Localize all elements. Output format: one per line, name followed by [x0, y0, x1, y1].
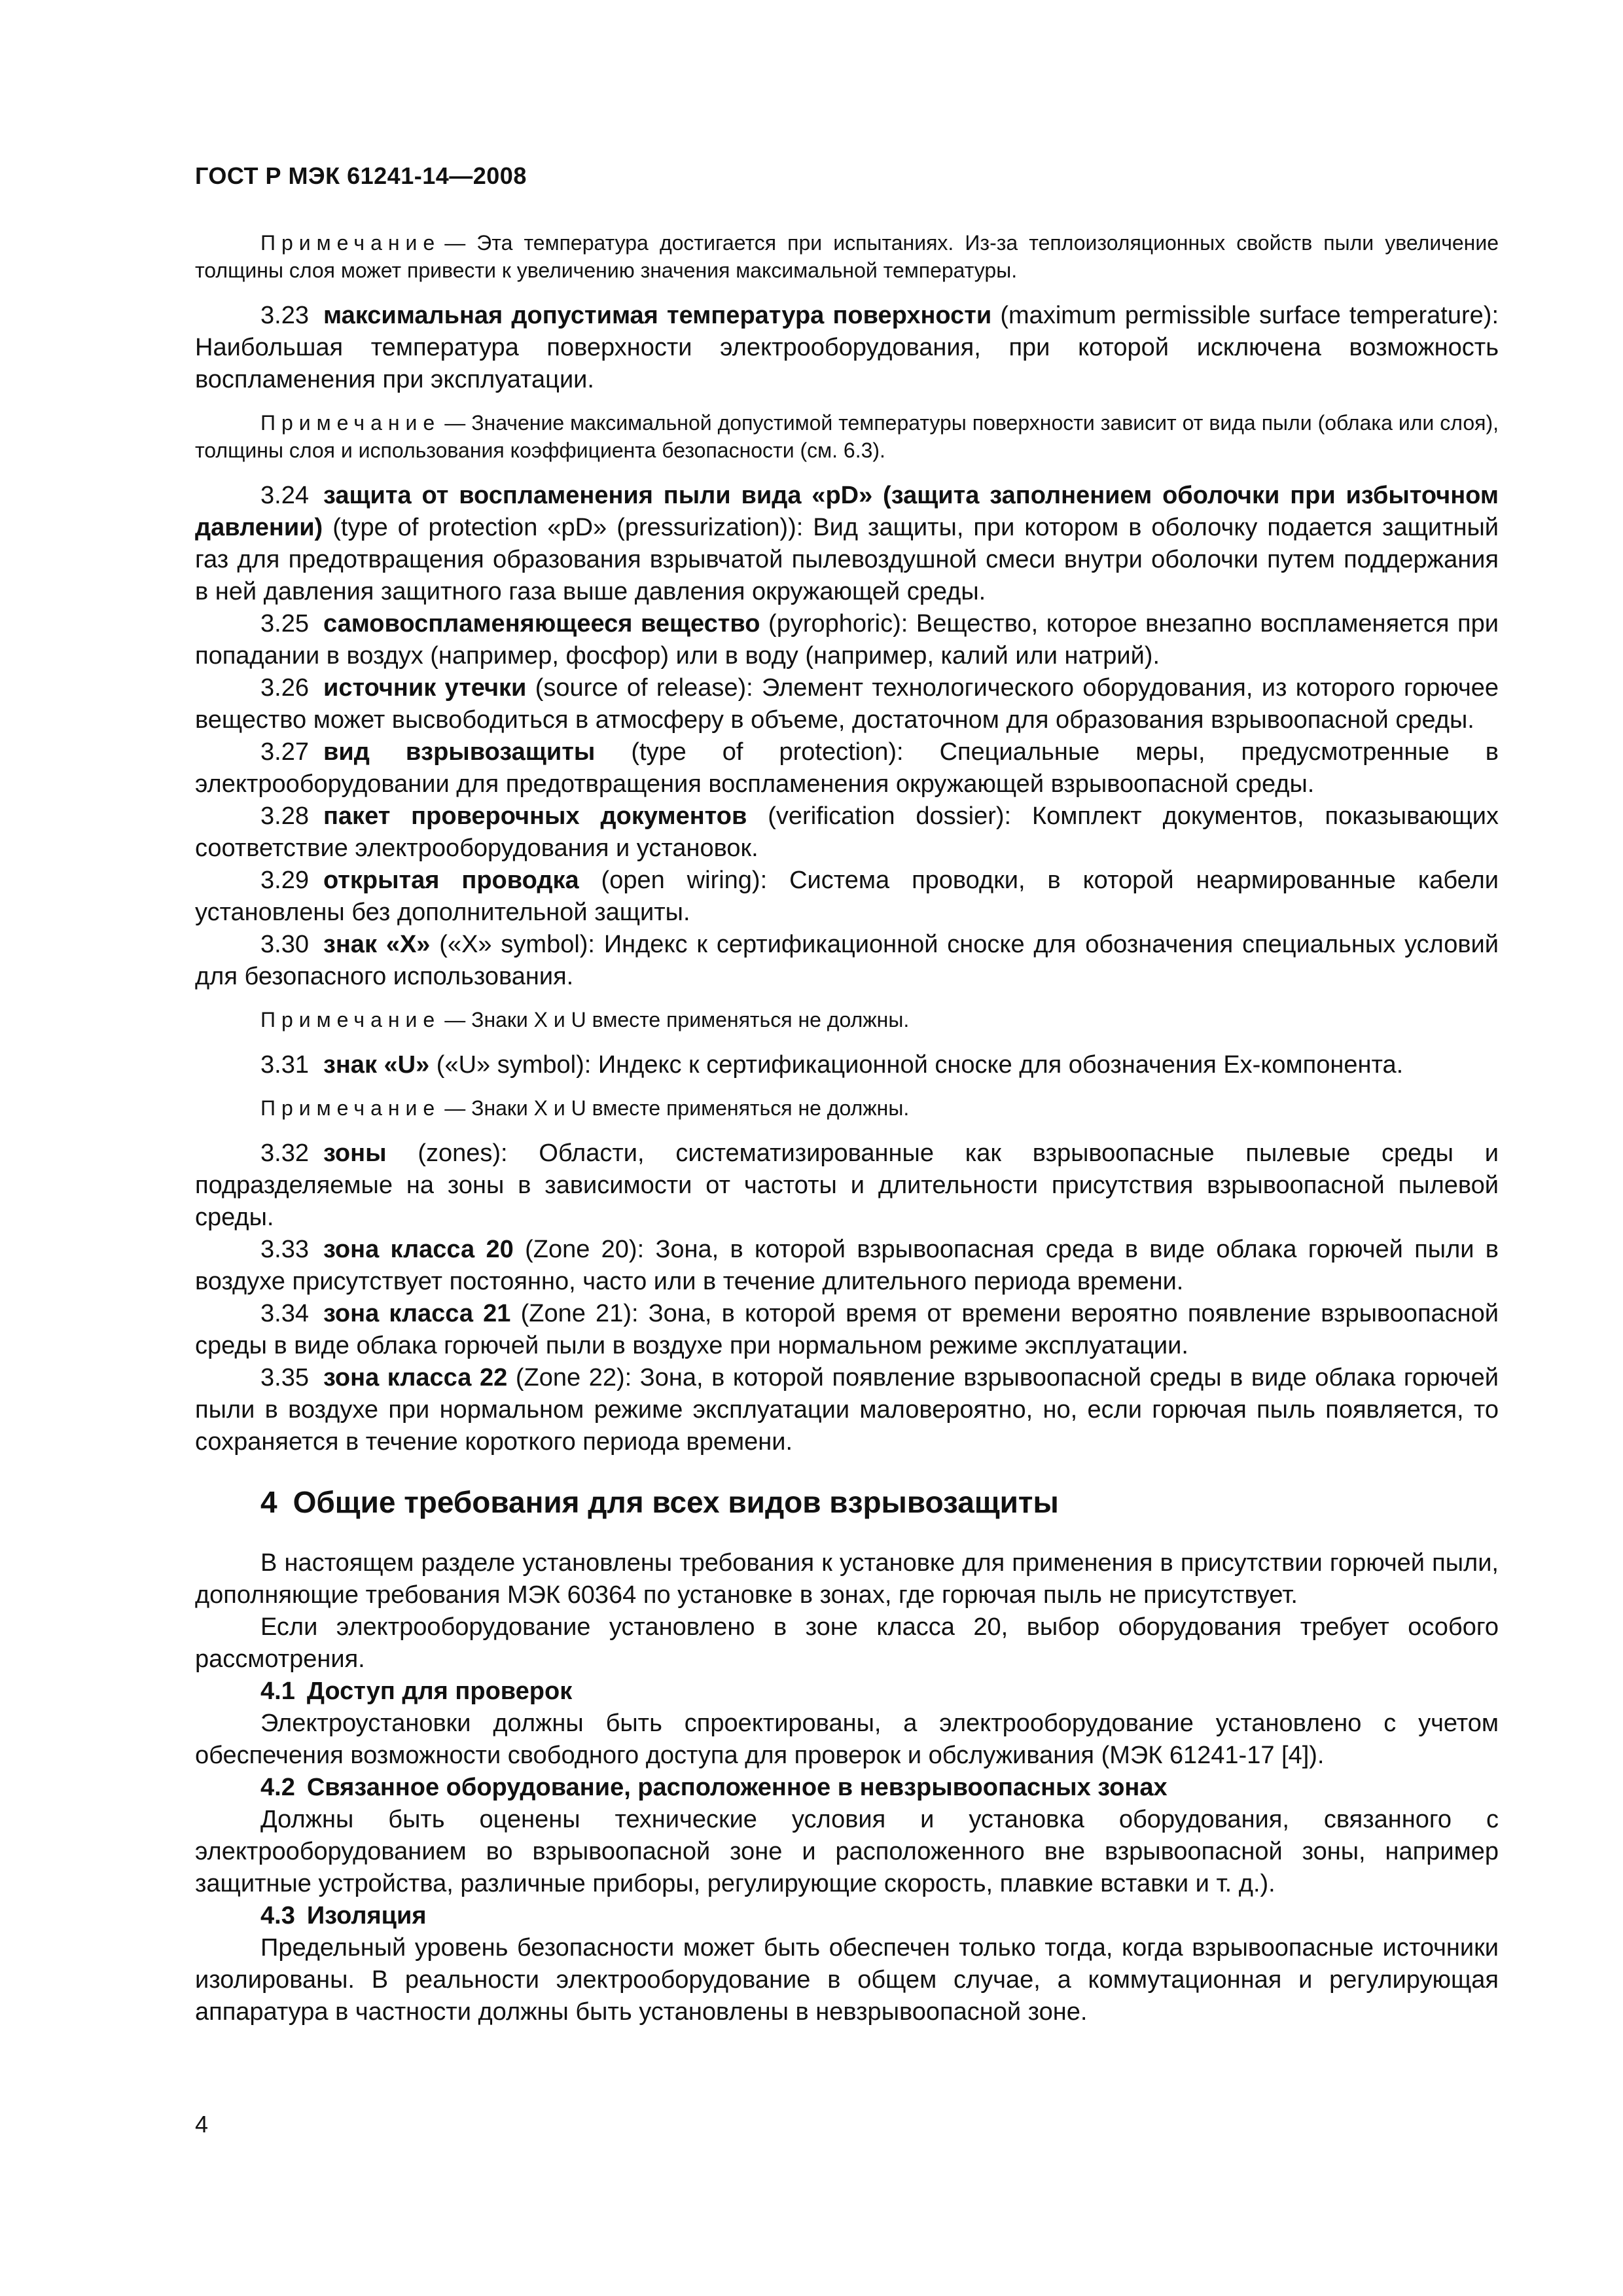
definition-3-28 [195, 800, 1499, 865]
page-number: 4 [195, 2111, 209, 2138]
subsection-number: 4.1 [260, 1677, 295, 1705]
subsection-4-2-title [195, 1772, 1499, 1804]
definition-text: (pyrophoric): Вещество, которое внезапно воспламеняется при попадании в воздух (например, фосфор) или в воду (например, калий или натрий). [195, 610, 1499, 670]
clause-number: 3.31 [260, 1051, 309, 1079]
term: знак «X» [323, 931, 431, 958]
subsection-title-text: Доступ для проверок [306, 1677, 573, 1705]
definition-3-24 [195, 480, 1499, 608]
note [195, 1006, 1499, 1033]
note-text: — Значение максимальной допустимой температуры поверхности зависит от вида пыли (облака или слоя), толщины слоя и использования коэффициента безопасности (см. 6.3). [195, 411, 1499, 462]
definition-3-27 [195, 736, 1499, 800]
definition-text: («X» symbol): Индекс к сертификационной сноске для обозначения специальных условий для безопасного использования. [195, 931, 1499, 990]
note-label: Примечание [260, 1008, 441, 1031]
clause-number: 3.34 [260, 1300, 309, 1327]
clause-number: 3.23 [260, 302, 309, 329]
definition-text: (Zone 21): Зона, в которой время от времени вероятно появление взрывоопасной среды в виде облака горючей пыли в воздухе при нормальном режиме эксплуатации. [195, 1300, 1499, 1359]
definition-text: (open wiring): Система проводки, в которой неармированные кабели установлены без дополнительной защиты. [195, 867, 1499, 926]
subsection-number: 4.3 [260, 1902, 295, 1929]
definition-3-23 [195, 300, 1499, 396]
subsection-4-2-text: Должны быть оценены технические условия и установка оборудования, связанного с электрооборудованием во взрывоопасной зоне и расположенного вне взрывоопасной зоны, например защитные устройства, различные приборы, регулирующие скорость, плавкие вставки и т. д.). [195, 1806, 1499, 1897]
definition-3-35 [195, 1362, 1499, 1458]
subsection-title-text: Связанное оборудование, расположенное в невзрывоопасных зонах [306, 1774, 1168, 1801]
note-label: Примечание [260, 411, 441, 435]
note-text: — Знаки X и U вместе применяться не должны. [444, 1096, 910, 1120]
definition-3-33 [195, 1234, 1499, 1298]
page-content [195, 229, 1499, 2028]
subsection-number: 4.2 [260, 1774, 295, 1801]
section-4-paragraph-1: В настоящем разделе установлены требования к установке для применения в присутствии горючей пыли, дополняющие требования МЭК 60364 по установке в зонах, где горючая пыль не присутствует. [195, 1549, 1499, 1609]
section-4-title [195, 1484, 1499, 1520]
clause-number: 3.35 [260, 1364, 309, 1391]
term: максимальная допустимая температура поверхности [323, 302, 992, 329]
term: зона класса 22 [323, 1364, 508, 1391]
clause-number: 3.33 [260, 1236, 309, 1263]
definition-text: (source of release): Элемент технологического оборудования, из которого горючее вещество может высвободиться в атмосферу в объеме, достаточном для образования взрывоопасной среды. [195, 674, 1499, 734]
term: защита от воспламенения пыли вида «pD» (защита заполнением оболочки при избыточном давлении) [195, 482, 1499, 541]
clause-number: 3.27 [260, 738, 309, 766]
term: знак «U» [323, 1051, 430, 1079]
subsection-title-text: Изоляция [306, 1902, 427, 1929]
definition-text: (Zone 22): Зона, в которой появление взрывоопасной среды в виде облака горючей пыли в воздухе при нормальном режиме эксплуатации маловероятно, но, если горючая пыль появляется, то сохраняется в течение короткого периода времени. [195, 1364, 1499, 1456]
term: самовоспламеняющееся вещество [323, 610, 760, 637]
definition-text: (maximum permissible surface temperature): Наибольшая температура поверхности электрооборудования, при которой исключена возможность воспламенения при эксплуатации. [195, 302, 1499, 393]
definition-text: (type of protection «pD» (pressurization)): Вид защиты, при котором в оболочку подается защитный газ для предотвращения образования взрывчатой пылевоздушной смеси внутри оболочки путем поддержания в ней давления защитного газа выше давления окружающей среды. [195, 514, 1499, 605]
note [195, 1094, 1499, 1122]
clause-number: 3.25 [260, 610, 309, 637]
term: пакет проверочных документов [323, 802, 747, 830]
definition-text: (Zone 20): Зона, в которой взрывоопасная среда в виде облака горючей пыли в воздухе присутствует постоянно, часто или в течение длительного периода времени. [195, 1236, 1499, 1295]
definition-3-26 [195, 672, 1499, 736]
term: зона класса 21 [323, 1300, 511, 1327]
note-label: Примечание [260, 231, 441, 255]
term: открытая проводка [323, 867, 579, 894]
note [195, 409, 1499, 464]
definition-3-32 [195, 1138, 1499, 1234]
note [195, 229, 1499, 284]
term: зоны [323, 1139, 387, 1167]
section-4-paragraph-2: Если электрооборудование установлено в зоне класса 20, выбор оборудования требует особого рассмотрения. [195, 1613, 1499, 1673]
definition-3-34 [195, 1298, 1499, 1362]
definition-text: (type of protection): Специальные меры, предусмотренные в электрооборудовании для предотвращения воспламенения окружающей взрывоопасной среды. [195, 738, 1499, 798]
subsection-4-1-title [195, 1676, 1499, 1708]
note-text: — Знаки X и U вместе применяться не должны. [444, 1008, 910, 1031]
note-text: — Эта температура достигается при испытаниях. Из-за теплоизоляционных свойств пыли увеличение толщины слоя может привести к увеличению значения максимальной температуры. [195, 231, 1499, 282]
definition-3-30 [195, 929, 1499, 993]
clause-number: 3.28 [260, 802, 309, 830]
definition-3-29 [195, 865, 1499, 929]
clause-number: 3.32 [260, 1139, 309, 1167]
term: источник утечки [323, 674, 527, 702]
clause-number: 3.30 [260, 931, 309, 958]
clause-number: 3.29 [260, 867, 309, 894]
definition-3-25 [195, 608, 1499, 672]
subsection-4-1-text: Электроустановки должны быть спроектированы, а электрооборудование установлено с учетом обеспечения возможности свободного доступа для проверок и обслуживания (МЭК 61241-17 [4]). [195, 1710, 1499, 1769]
term: зона класса 20 [323, 1236, 514, 1263]
definition-text: (verification dossier): Комплект документов, показывающих соответствие электрооборудования и установок. [195, 802, 1499, 862]
section-title-text: Общие требования для всех видов взрывозащиты [293, 1485, 1059, 1519]
definition-3-31 [195, 1049, 1499, 1081]
term: вид взрывозащиты [323, 738, 596, 766]
clause-number: 3.26 [260, 674, 309, 702]
definition-text: («U» symbol): Индекс к сертификационной сноске для обозначения Ex-компонента. [429, 1051, 1404, 1079]
subsection-4-3-title [195, 1900, 1499, 1932]
document-header: ГОСТ Р МЭК 61241-14—2008 [195, 162, 527, 189]
subsection-4-3-text: Предельный уровень безопасности может быть обеспечен только тогда, когда взрывоопасные источники изолированы. В реальности электрооборудование в общем случае, а коммутационная и регулирующая аппаратура в частности должны быть установлены в невзрывоопасной зоне. [195, 1934, 1499, 2026]
note-label: Примечание [260, 1096, 441, 1120]
section-number: 4 [260, 1485, 277, 1519]
definition-text: (zones): Области, систематизированные как взрывоопасные пылевые среды и подразделяемые на зоны в зависимости от частоты и длительности присутствия взрывоопасной пылевой среды. [195, 1139, 1499, 1231]
clause-number: 3.24 [260, 482, 309, 509]
